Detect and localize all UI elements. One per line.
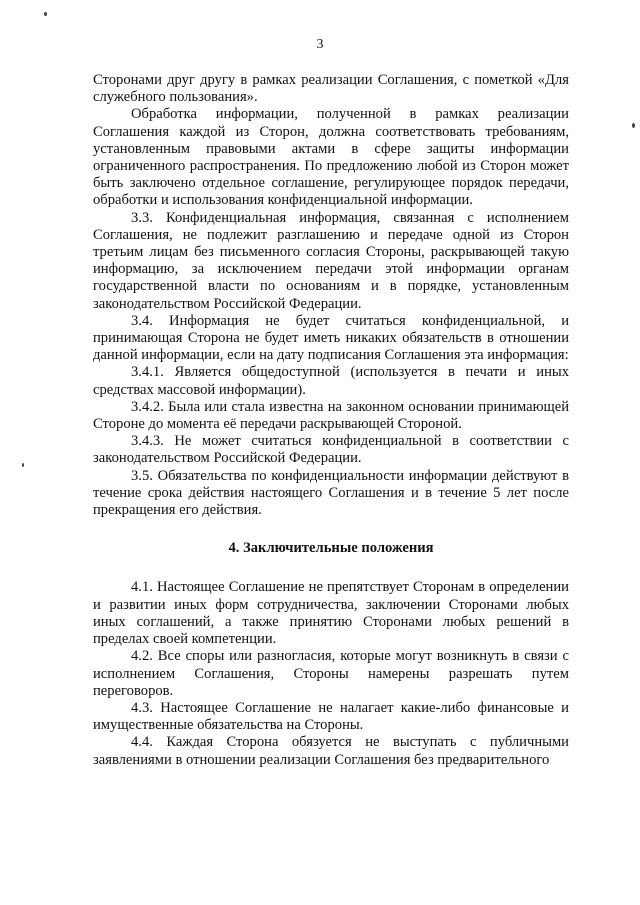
paragraph-continuation: Сторонами друг другу в рамках реализации Соглашения, с пометкой «Для служебного пользования». bbox=[93, 72, 569, 106]
paragraph-3-4-2: 3.4.2. Была или стала известна на законном основании принимающей Стороне до момента её передачи раскрывающей Стороной. bbox=[93, 398, 569, 433]
scan-speck bbox=[44, 12, 47, 16]
section-heading: 4. Заключительные положения bbox=[228, 540, 434, 557]
paragraph-processing: Обработка информации, полученной в рамках реализации Соглашения каждой из Сторон, должна соответствовать требованиям, установленным правовыми актами в сфере защиты информации ограниченного распространения. По предложению любой из Сторон может быть заключено отдельное соглашение, регулирующее порядок передачи, обработки и использования конфиденциальной информации. bbox=[93, 106, 569, 209]
paragraph-3-4-3: 3.4.3. Не может считаться конфиденциальной в соответствии с законодательством Российской Федерации. bbox=[93, 433, 569, 467]
document-body bbox=[93, 72, 569, 769]
paragraph-4-1: 4.1. Настоящее Соглашение не препятствует Сторонам в определении и развитии иных форм сотрудничества, заключении Сторонами любых иных соглашений, а также принятию Сторонами любых решений в пределах своей компетенции. bbox=[93, 579, 569, 648]
paragraph-4-3: 4.3. Настоящее Соглашение не налагает какие-либо финансовые и имущественные обязательства на Стороны. bbox=[93, 699, 569, 734]
paragraph-4-4: 4.4. Каждая Сторона обязуется не выступать с публичными заявлениями в отношении реализации Соглашения без предварительного bbox=[93, 734, 569, 768]
paragraph-3-3: 3.3. Конфиденциальная информация, связанная с исполнением Соглашения, не подлежит разглашению и передаче одной из Сторон третьим лицам без письменного согласия Стороны, раскрывающей такую информацию, за исключением передачи этой информации органам государственной власти по основаниям и в порядке, установленным законодательством Российской Федерации. bbox=[93, 209, 569, 312]
page-number: 3 bbox=[316, 37, 324, 52]
paragraph-3-4: 3.4. Информация не будет считаться конфиденциальной, и принимающая Сторона не будет иметь никаких обязательств в отношении данной информации, если на дату подписания Соглашения эта информация: bbox=[93, 312, 569, 364]
scan-speck bbox=[22, 463, 24, 467]
paragraph-3-4-1: 3.4.1. Является общедоступной (используется в печати и иных средствах массовой информации). bbox=[93, 364, 569, 398]
scan-speck bbox=[632, 123, 635, 128]
paragraph-4-2: 4.2. Все споры или разногласия, которые могут возникнуть в связи с исполнением Соглашения, Стороны намерены разрешать путем переговоров. bbox=[93, 648, 569, 699]
paragraph-3-5: 3.5. Обязательства по конфиденциальности информации действуют в течение срока действия настоящего Соглашения и в течение 5 лет после прекращения его действия. bbox=[93, 467, 569, 519]
